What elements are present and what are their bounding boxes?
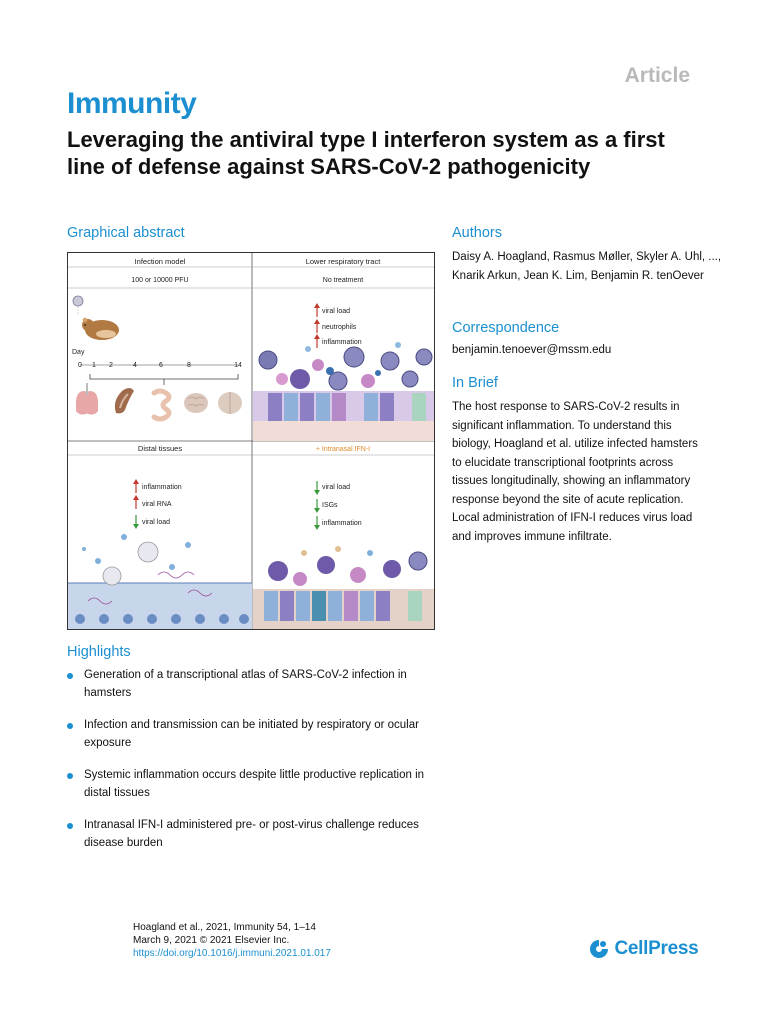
day-tick-label: 4: [133, 362, 137, 369]
highlight-item: [67, 666, 447, 702]
distal-tissues-label: Distal tissues: [137, 444, 183, 453]
journal-name: Immunity: [67, 87, 197, 120]
correspondence-email[interactable]: benjamin.tenoever@mssm.edu: [452, 344, 612, 356]
intestine-icon: [154, 391, 169, 419]
lower-resp-item: viral load: [322, 308, 351, 315]
highlight-text: Infection and transmission can be initiated by respiratory or ocular exposure: [84, 719, 419, 749]
article-type-label: Article: [624, 64, 690, 87]
bullet-icon: [67, 673, 73, 679]
day-timeline: [78, 362, 242, 369]
citation-date: March 9, 2021 © 2021 Elsevier Inc.: [133, 935, 290, 946]
bullet-icon: [67, 773, 73, 779]
olfactory-bulb-icon: [218, 392, 242, 414]
day-tick-label: 0: [78, 362, 82, 369]
distal-item: viral RNA: [142, 501, 172, 508]
lower-resp-item: neutrophils: [322, 324, 357, 331]
doi-link[interactable]: https://doi.org/10.1016/j.immuni.2021.01.017: [133, 948, 331, 959]
lower-resp-item: inflammation: [322, 339, 362, 346]
ifn-tissue-illustration: [253, 546, 434, 629]
bullet-icon: [67, 823, 73, 829]
dose-label: 100 or 10000 PFU: [131, 277, 189, 284]
ifn-item: ISGs: [322, 502, 338, 509]
lung-epithelium-illustration: [253, 342, 434, 441]
lower-resp-indicators: [314, 303, 362, 348]
lower-resp-label: Lower respiratory tract: [305, 257, 381, 266]
virus-icon: [73, 296, 83, 315]
day-label: Day: [72, 349, 85, 356]
graphical-abstract-figure: [67, 252, 435, 630]
day-tick-label: 2: [109, 362, 113, 369]
cellpress-wordmark: CellPress: [614, 938, 699, 959]
infection-model-label: Infection model: [134, 257, 186, 266]
ifn-label: + Intranasal IFN-I: [315, 446, 371, 453]
highlight-item: [67, 716, 447, 752]
cellpress-logo-icon: [588, 938, 610, 960]
ifn-indicators: [314, 481, 362, 530]
highlights-list: [67, 666, 447, 866]
article-title: Leveraging the antiviral type I interferon system as a first line of defense against SARS-CoV-2 pathogenicity: [67, 127, 665, 179]
authors-list: Daisy A. Hoagland, Rasmus Møller, Skyler A. Uhl, ..., Knarik Arkun, Jean K. Lim, Benjamin R. tenOever: [452, 251, 722, 282]
highlights-heading: Highlights: [67, 644, 131, 660]
trachea-icon: [115, 388, 134, 413]
publisher-logo: [588, 938, 698, 960]
highlight-text: Systemic inflammation occurs despite little productive replication in distal tissues: [84, 769, 425, 799]
day-tick-label: 6: [159, 362, 163, 369]
citation-line: Hoagland et al., 2021, Immunity 54, 1–14: [133, 922, 316, 933]
ifn-item: viral load: [322, 484, 351, 491]
bullet-icon: [67, 723, 73, 729]
correspondence-heading: Correspondence: [452, 320, 560, 336]
distal-item: viral load: [142, 519, 171, 526]
hamster-icon: [82, 318, 119, 340]
no-treatment-label: No treatment: [322, 277, 364, 284]
in-brief-text: The host response to SARS-CoV-2 results in significant inflammation. To understand this biology, Hoagland et al. utilize infected hamsters to elucidate transcriptional footprints across tissues longitudinally, showing an inflammatory response beyond the site of acute replication. Local administration of IFN-I reduces virus load and improves immune infiltrate.: [452, 401, 698, 543]
citation-block: [133, 921, 331, 960]
day-tick-label: 8: [187, 362, 191, 369]
brain-icon: [184, 393, 208, 413]
day-tick-label: 14: [234, 362, 242, 369]
highlight-item: [67, 816, 447, 852]
ifn-item: inflammation: [322, 520, 362, 527]
highlight-item: [67, 766, 447, 802]
graphical-abstract-illustration: [68, 253, 434, 629]
day-tick-label: 1: [92, 362, 96, 369]
lung-icon: [76, 383, 98, 415]
in-brief-heading: In Brief: [452, 375, 498, 391]
distal-tissue-illustration: [68, 534, 252, 629]
distal-item: inflammation: [142, 484, 182, 491]
graphical-abstract-heading: Graphical abstract: [67, 225, 185, 241]
highlight-text: Intranasal IFN-I administered pre- or post-virus challenge reduces disease burden: [84, 819, 419, 849]
distal-indicators: [133, 479, 182, 529]
authors-heading: Authors: [452, 225, 502, 241]
highlight-text: Generation of a transcriptional atlas of SARS-CoV-2 infection in hamsters: [84, 669, 407, 699]
